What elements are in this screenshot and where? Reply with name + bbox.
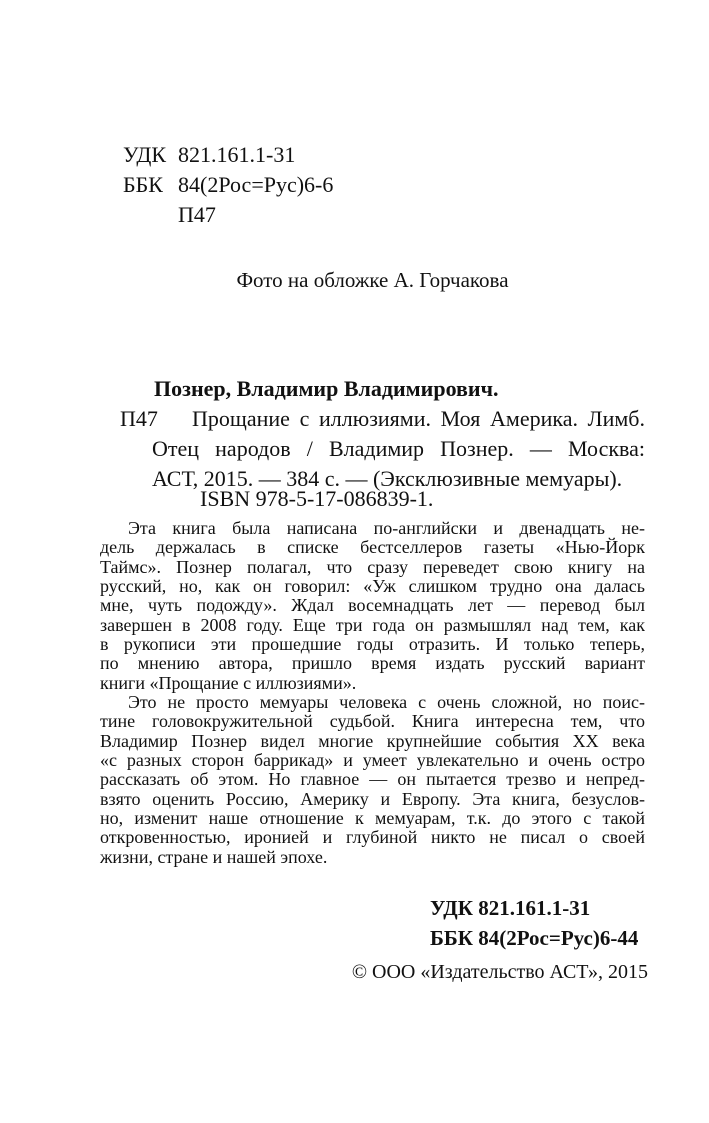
top-classification-codes [123,140,333,230]
photo-credit-line: Фото на обложке А. Горчакова [236,268,509,292]
annotation-line: мне, чуть подожду». Ждал восемнадцать лет — перевод был [100,595,645,616]
bbk-code-bottom: ББК 84(2Рос=Рус)6-44 [430,926,639,950]
annotation-line: жизни, стране и нашей эпохе. [100,846,328,867]
bibliographic-description-line: Прощание с иллюзиями. Моя Америка. Лимб. [192,406,645,431]
annotation-line: тине головокружительной судьбой. Книга интересна тем, что [100,711,645,732]
annotation-line: по мнению автора, пришло время издать русский вариант [100,653,645,674]
spacer [123,200,178,230]
author-sign-card: П47 [120,406,158,431]
isbn-line: ISBN 978-5-17-086839-1. [200,486,434,511]
copyright-line: © ООО «Издательство АСТ», 2015 [351,961,648,983]
annotation-line: Таймс». Познер полагал, что сразу переведет свою книгу на [100,556,645,577]
annotation-line: Эта книга была написана по-английски и двенадцать не- [128,518,645,538]
annotation-line: взято оценить Россию, Америку и Европу. Эта книга, безуслов- [100,788,645,809]
udk-code-bottom: УДК 821.161.1-31 [430,896,591,920]
annotation-line: Это не просто мемуары человека с очень сложной, но поис- [128,691,645,712]
annotation-block [100,519,645,867]
annotation-line: рассказать об этом. Но главное — он пытается трезво и непред- [100,769,645,790]
annotation-line: Владимир Познер видел многие крупнейшие события ХХ века [100,730,645,751]
annotation-paragraph [100,519,645,693]
bottom-classification-codes [430,893,638,953]
annotation-line: «с разных сторон баррикад» и умеет увлекательно и очень остро [100,749,645,770]
bibliographic-description-line: Отец народов / Владимир Познер. — Москва: [152,436,645,461]
annotation-line: русский, но, как он говорил: «Уж слишком трудно она далась [100,575,645,596]
author-heading: Познер, Владимир Владимирович. [154,376,499,401]
annotation-paragraph [100,693,645,867]
annotation-line: но, изменит наше отношение к мемуарам, т.к. до этого с такой [100,807,645,828]
bbk-value: 84(2Рос=Рус)6-6 [178,172,334,197]
bbk-label: ББК [123,172,163,197]
annotation-line: в рукописи эти прошедшие годы отразить. И только теперь, [100,633,645,654]
bibliographic-description-line: АСТ, 2015. — 384 с. — (Эксклюзивные мемуары). [152,466,623,491]
catalog-card [120,374,645,494]
author-sign-top: П47 [178,202,216,227]
annotation-line: дель держалась в списке бестселлеров газеты «Нью-Йорк [100,537,645,558]
udk-label: УДК [123,142,167,167]
udk-value: 821.161.1-31 [178,142,296,167]
annotation-line: откровенностью, иронией и глубиной никто не писал о своей [100,827,645,848]
annotation-line: книги «Прощание с иллюзиями». [100,672,357,693]
annotation-line: завершен в 2008 году. Еще три года он размышлял над тем, как [100,614,645,635]
